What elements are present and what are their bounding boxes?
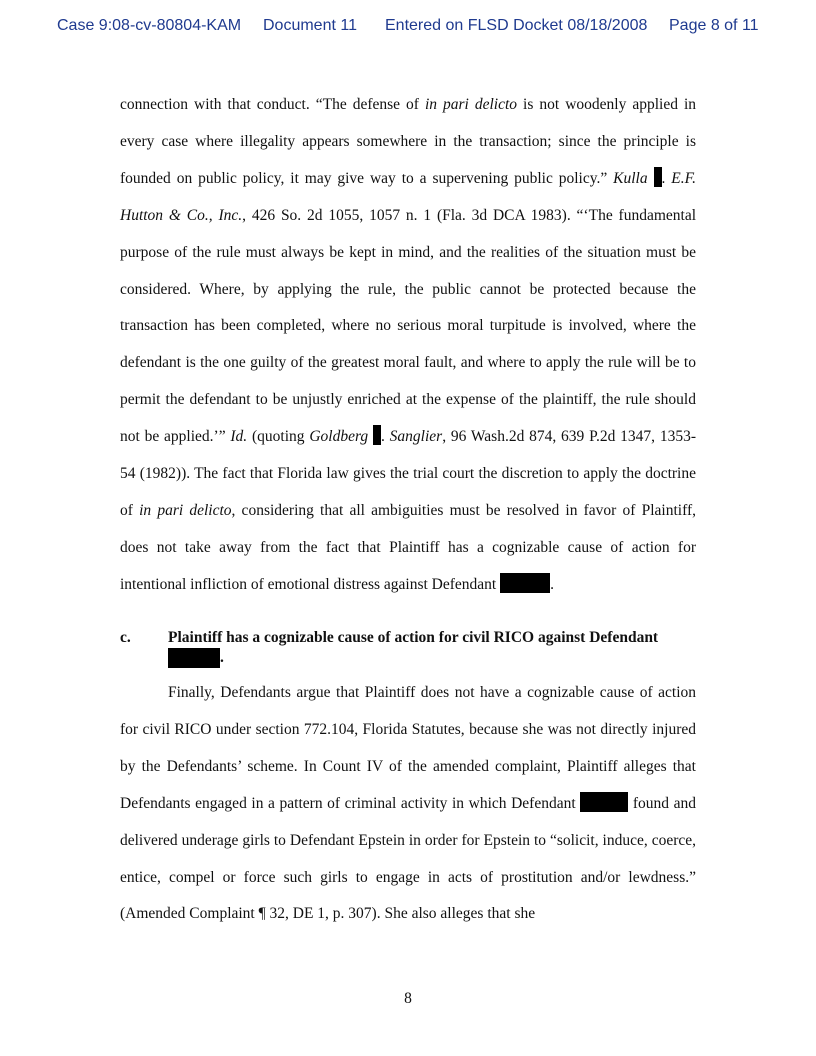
- paragraph-civil-rico: [120, 675, 696, 933]
- text-run: connection with that conduct. “The defense of: [120, 96, 425, 113]
- court-filing-header: [0, 17, 816, 39]
- case-citation: Sanglier: [389, 428, 443, 446]
- redaction-box: [500, 573, 550, 593]
- text-run: , 96 Wash.2d 874, 639 P.2d 1347, 1353-54 (1982)). The fact that Florida law gives the trial court the discretion to apply the doctrine of: [120, 428, 697, 519]
- page-indicator: Page 8 of 11: [669, 17, 759, 34]
- text-run: is not woodenly applied in every case where illegality appears somewhere in the transaction; since the principle is founded on public policy, it may give way to a supervening public policy.”: [120, 96, 696, 187]
- text-run: , 426 So. 2d 1055, 1057 n. 1 (Fla. 3d DCA 1983). “‘The fundamental purpose of the rule must always be kept in mind, and the realities of the situation must be considered. Where, by applying the rule, the public cannot be protected because the transaction has been completed, where no serious moral turpitude is involved, where the defendant is the one guilty of the greatest moral fault, and where to apply the rule will be to permit the defendant to be unjustly enriched at the expense of the plaintiff, the rule should not be applied.’”: [120, 206, 696, 446]
- redaction-box: [373, 425, 381, 445]
- italic-term: in pari delicto: [139, 501, 232, 519]
- text-run: .: [380, 428, 390, 446]
- case-citation: Kulla: [613, 169, 648, 187]
- docket-entry: Entered on FLSD Docket 08/18/2008: [385, 17, 648, 34]
- id-citation: Id.: [230, 428, 248, 446]
- case-citation: Goldberg: [309, 428, 369, 446]
- text-run: .: [550, 575, 554, 593]
- text-run: found and delivered underage girls to Defendant Epstein in order for Epstein to “solicit, induce, coerce, entice, compel or force such girls to engage in acts of prostitution and/or lewdness.” (Amended Complaint ¶ 32, DE 1, p. 307). She also alleges that she: [120, 794, 696, 923]
- text-run: (quoting: [247, 428, 310, 446]
- section-heading-text: Plaintiff has a cognizable cause of action for civil RICO against Defendant: [168, 629, 659, 646]
- case-citation: E.F. Hutton & Co., Inc.: [120, 169, 696, 224]
- heading-period: .: [220, 649, 224, 666]
- text-run: .: [661, 169, 672, 187]
- redaction-box: [168, 648, 220, 668]
- case-number: Case 9:08-cv-80804-KAM: [57, 17, 242, 34]
- italic-term: in pari delicto: [424, 96, 518, 113]
- redaction-box: [654, 167, 662, 187]
- paragraph-in-pari-delicto: [120, 87, 696, 604]
- section-label: c.: [120, 629, 131, 646]
- page-number: 8: [404, 990, 412, 1007]
- document-number: Document 11: [263, 17, 357, 34]
- redaction-box: [580, 792, 628, 812]
- section-heading-continuation: [168, 648, 224, 668]
- text-run: Finally, Defendants argue that Plaintiff does not have a cognizable cause of action for civil RICO under section 772.104, Florida Statutes, because she was not directly injured by the Defendants’ scheme. In Count IV of the amended complaint, Plaintiff alleges that Defendants engaged in a pattern of criminal activity in which Defendant: [120, 684, 696, 812]
- text-run: , considering that all ambiguities must be resolved in favor of Plaintiff, does not take away from the fact that Plaintiff has a cognizable cause of action for intentional infliction of emotional distress against Defendant: [120, 501, 696, 593]
